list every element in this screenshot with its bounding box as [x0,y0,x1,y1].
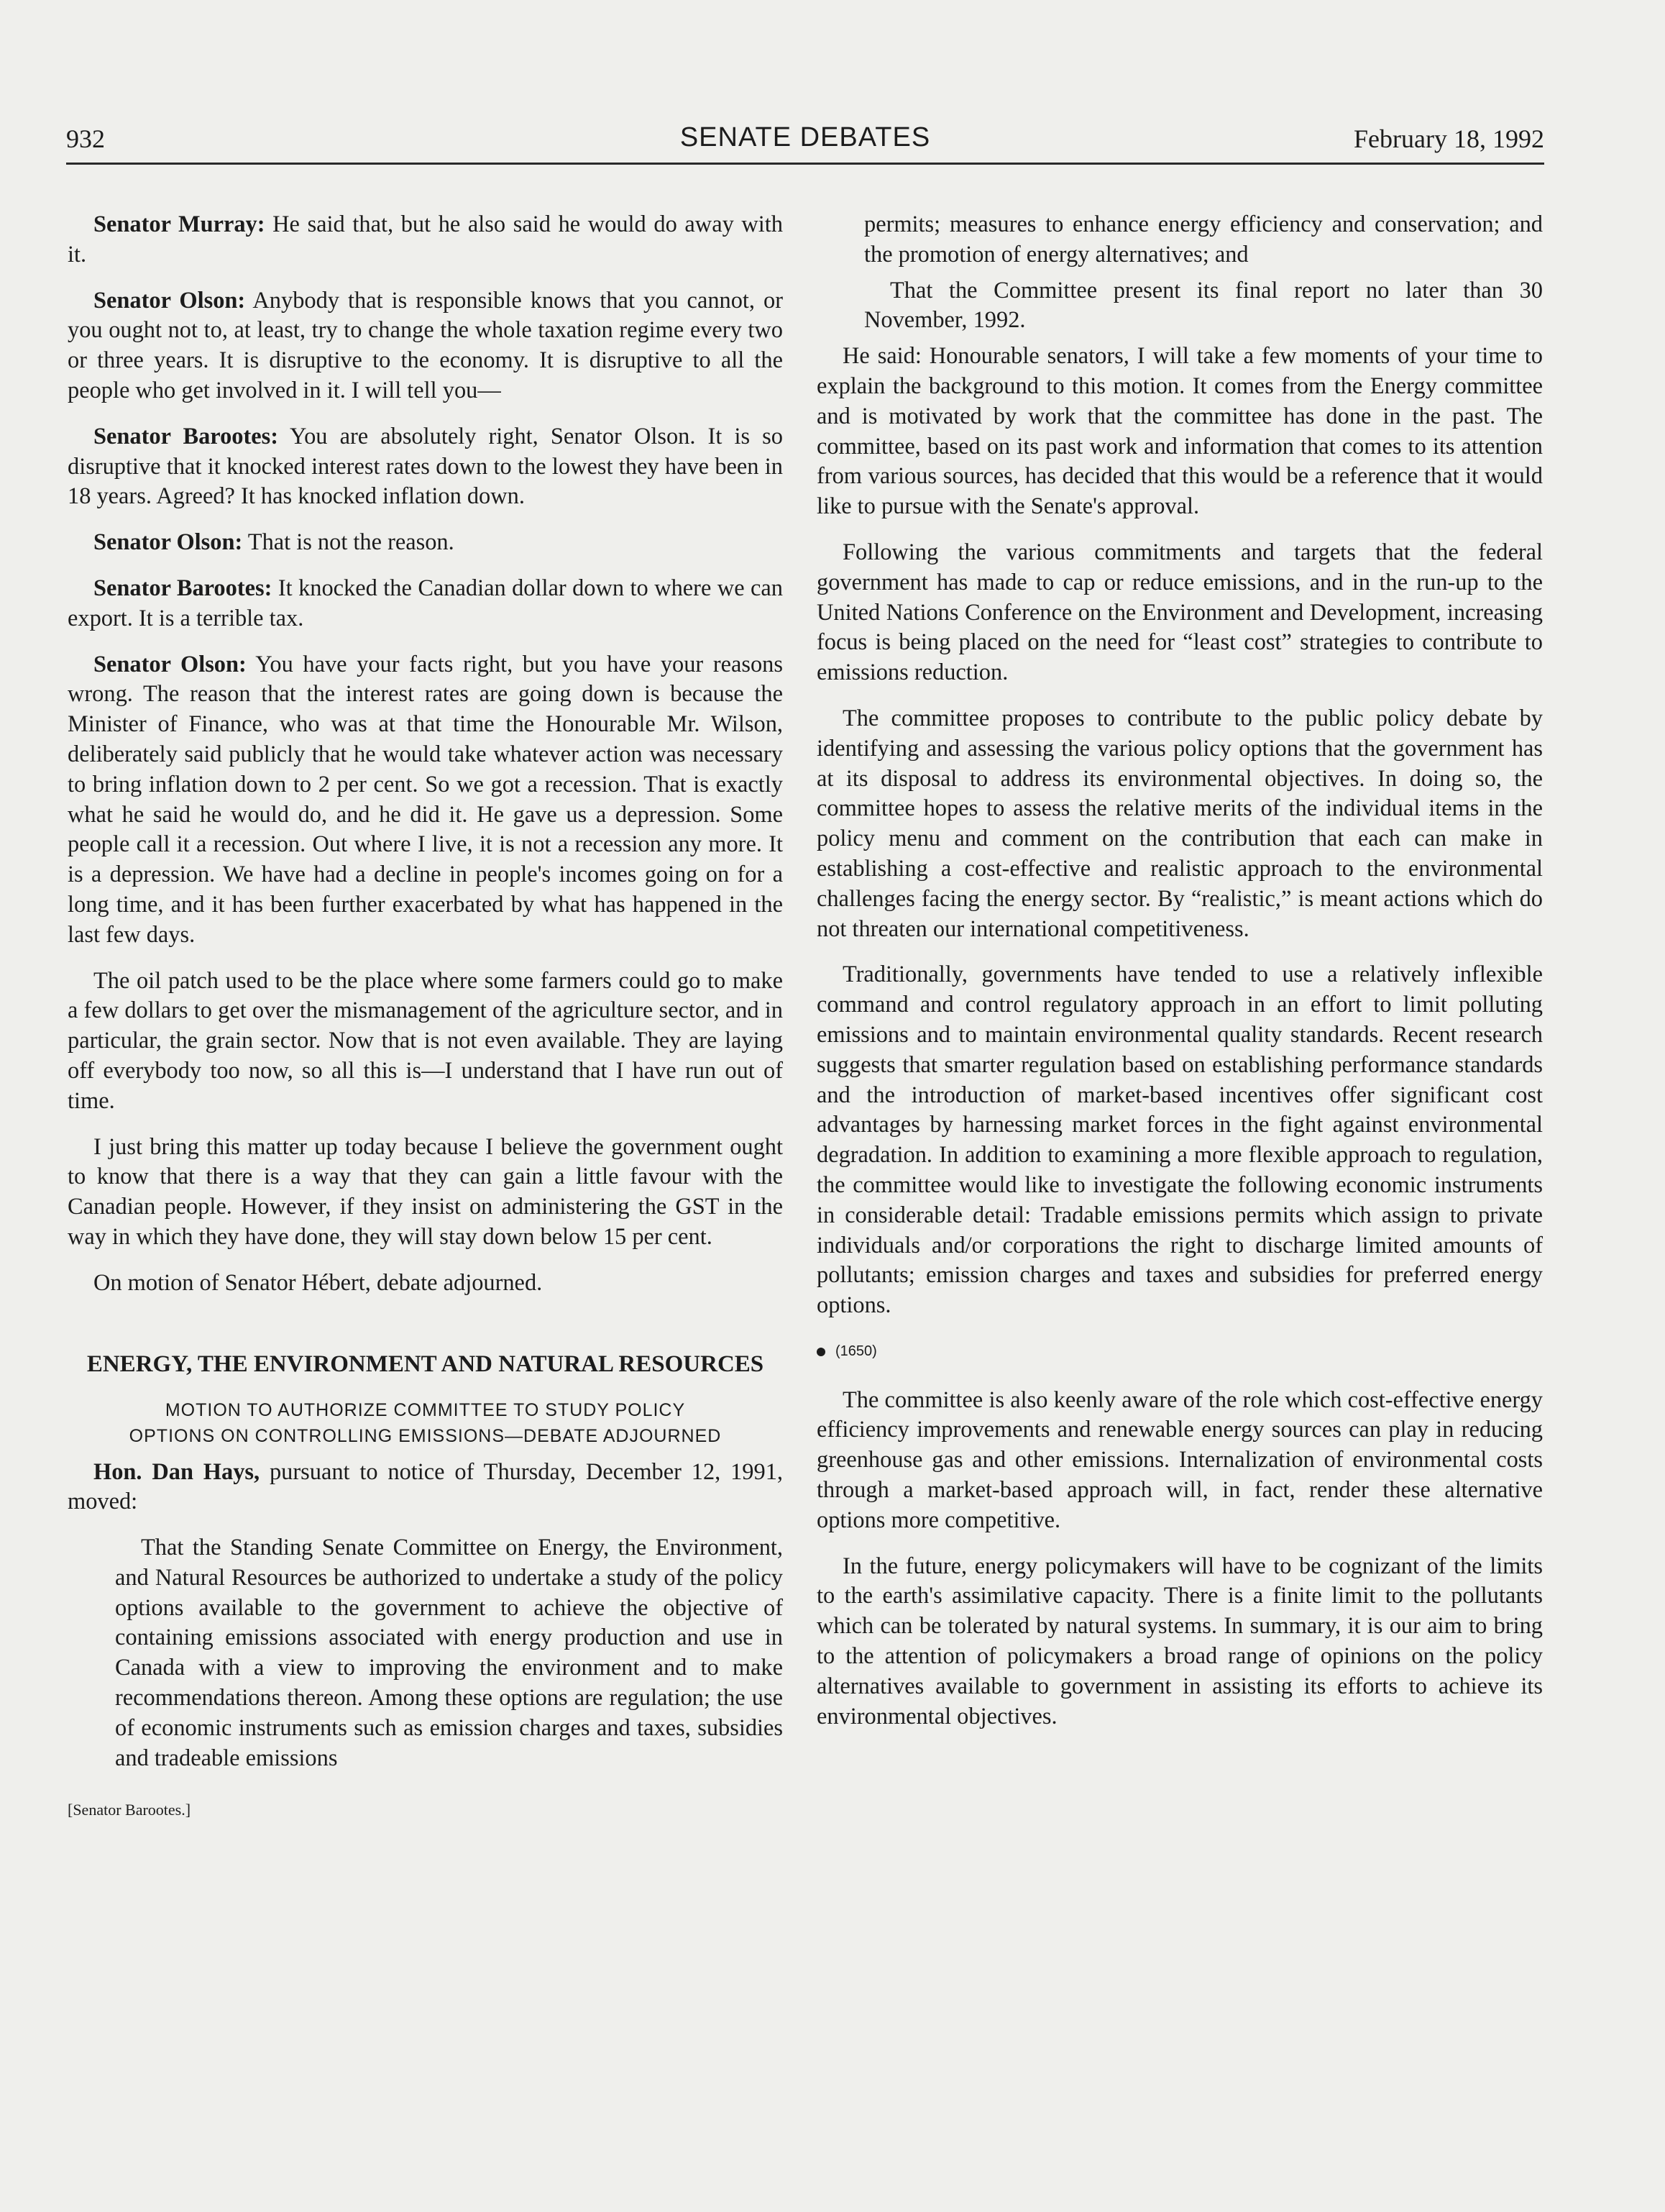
paragraph: The committee proposes to contribute to the public policy debate by identifying and assessing the various policy options that the government has at its disposal to address its environmental objectives. In doing so, the committee hopes to assess the relative merits of the individual items in the policy menu and comment on the contribution that each can make in establishing a cost-effective and realistic approach to the environmental challenges facing the energy sector. By “realistic,” is meant actions which do not threaten our international competitiveness. [817,705,1543,942]
section-subtitle-line: OPTIONS ON CONTROLLING EMISSIONS—DEBATE ADJOURNED [129,1425,722,1446]
speaker-name: Senator Barootes: [93,575,272,601]
right-column [817,210,1543,1747]
speaker-name: Senator Olson: [93,529,243,556]
paragraph [68,574,783,634]
speech-text: pursuant to notice of Thursday, December 12, 1991, moved: [68,1458,783,1515]
speech-text: That is not the reason. [242,529,454,556]
paragraph: Traditionally, governments have tended to use a relatively inflexible command and control regulatory approach in an effort to limit polluting emissions and to maintain environmental quality standards. Recent research suggests that smarter regulation based on establishing performance standards and the introduction of market-based incentives offer significant cost advantages by harnessing market forces in the fight against environmental degradation. In addition to examining a more flexible approach to regulation, the committee would like to investigate the following economic instruments in considerable detail: Tradable emissions permits which assign to private individuals and/or corporations the right to discharge limited amounts of pollutants; emission charges and taxes and subsidies for preferred energy options. [817,961,1543,1319]
time-marker-text: (1650) [835,1343,877,1359]
section-subtitle [68,1397,783,1449]
page-date: February 18, 1992 [1354,124,1544,153]
paragraph: In the future, energy policymakers will have to be cognizant of the limits to the earth's assimilative capacity. There is a finite limit to the pollutants which can be tolerated by natural systems. In summary, it is our aim to bring to the attention of policymakers a broad range of opinions on the policy alternatives available to government in assisting its efforts to achieve its environmental objectives. [817,1553,1543,1729]
speaker-name: Senator Barootes: [93,423,279,449]
paragraph: Following the various commitments and targets that the federal government has made to cap or reduce emissions, and in the run-up to the United Nations Conference on the Environment and Development, increasing focus is being placed on the need for “least cost” strategies to contribute to emissions reduction. [817,539,1543,686]
speaker-name: Senator Murray: [93,211,265,237]
paragraph: On motion of Senator Hébert, debate adjourned. [93,1269,543,1296]
speech-text: Anybody that is responsible knows that you cannot, or you ought not to, at least, try to change the whole taxation regime every two or three years. It is disruptive to the economy. It is disruptive to all the people who get involved in it. I will tell you— [68,287,783,403]
section-subtitle-line: MOTION TO AUTHORIZE COMMITTEE TO STUDY POLICY [165,1399,686,1420]
motion-text-continued: permits; measures to enhance energy efficiency and conservation; and the promotion of energy alternatives; and [864,211,1543,268]
speech-text: He said that, but he also said he would do away with it. [68,211,783,268]
publication-title: SENATE DEBATES [679,122,931,152]
motion-text: That the Committee present its final report no later than 30 November, 1992. [864,277,1543,334]
page-footnote: [Senator Barootes.] [68,1801,191,1819]
left-column [68,210,783,1825]
speaker-name: Senator Olson: [93,287,246,314]
paragraph: The committee is also keenly aware of the role which cost-effective energy efficiency improvements and renewable energy sources can play in reducing greenhouse gas and other emissions. Internalization of environmental costs through a market-based approach will, in fact, render these alternative options more competitive. [817,1386,1543,1533]
paragraph [68,650,783,951]
motion-text: That the Standing Senate Committee on Energy, the Environment, and Natural Resources be authorized to undertake a study of the policy options available to the government to achieve the objective of containing emissions associated with energy production and use in Canada with a view to improving the environment and to make recommendations thereon. Among these options are regulation; the use of economic instruments such as emission charges and taxes, subsidies and tradeable emissions [115,1535,783,1771]
speech-text: You have your facts right, but you have your reasons wrong. The reason that the interest rates are going down is because the Minister of Finance, who was at that time the Honourable Mr. Wilson, deliberately said publicly that he would take whatever action was necessary to bring inflation down to 2 per cent. So we got a recession. That is exactly what he said he would do, and he did it. He gave us a depression. Some people call it a recession. Out where I live, it is not a recession any more. It is a depression. We have had a decline in people's incomes going on for a long time, and it has been further exacerbated by what has happened in the last few days. [68,651,783,948]
time-marker [817,1337,1543,1367]
speech-text: It knocked the Canadian dollar down to where we can export. It is a terrible tax. [68,575,783,631]
section-title: ENERGY, THE ENVIRONMENT AND NATURAL RESOURCES [86,1350,764,1377]
page-header [66,122,1544,165]
speech-text: You are absolutely right, Senator Olson. It is so disruptive that it knocked interest rates down to the lowest they have been in 18 years. Agreed? It has knocked inflation down. [68,423,783,510]
bullet-icon [817,1348,825,1356]
page-number: 932 [66,124,105,153]
speaker-name: Hon. Dan Hays, [93,1458,260,1485]
speaker-name: Senator Olson: [93,651,247,677]
paragraph: The oil patch used to be the place where some farmers could go to make a few dollars to get over the mismanagement of the agriculture sector, and in particular, the grain sector. Now that is not even available. They are laying off everybody too now, so all this is—I understand that I have run out of time. [68,967,783,1114]
paragraph [68,286,783,406]
paragraph: I just bring this matter up today because I believe the government ought to know that there is a way that they can gain a little favour with the Canadian people. However, if they insist on administering the GST in the way in which they have done, they will stay down below 15 per cent. [68,1133,783,1250]
paragraph [68,210,783,270]
paragraph [68,422,783,512]
paragraph: He said: Honourable senators, I will take a few moments of your time to explain the background to this motion. It comes from the Energy committee and is motivated by work that the committee has done in the past. The committee, based on its past work and information that comes to its attention from various sources, has decided that this would be a reference that it would like to pursue with the Senate's approval. [817,343,1543,520]
paragraph [68,528,783,558]
paragraph [68,1458,783,1518]
